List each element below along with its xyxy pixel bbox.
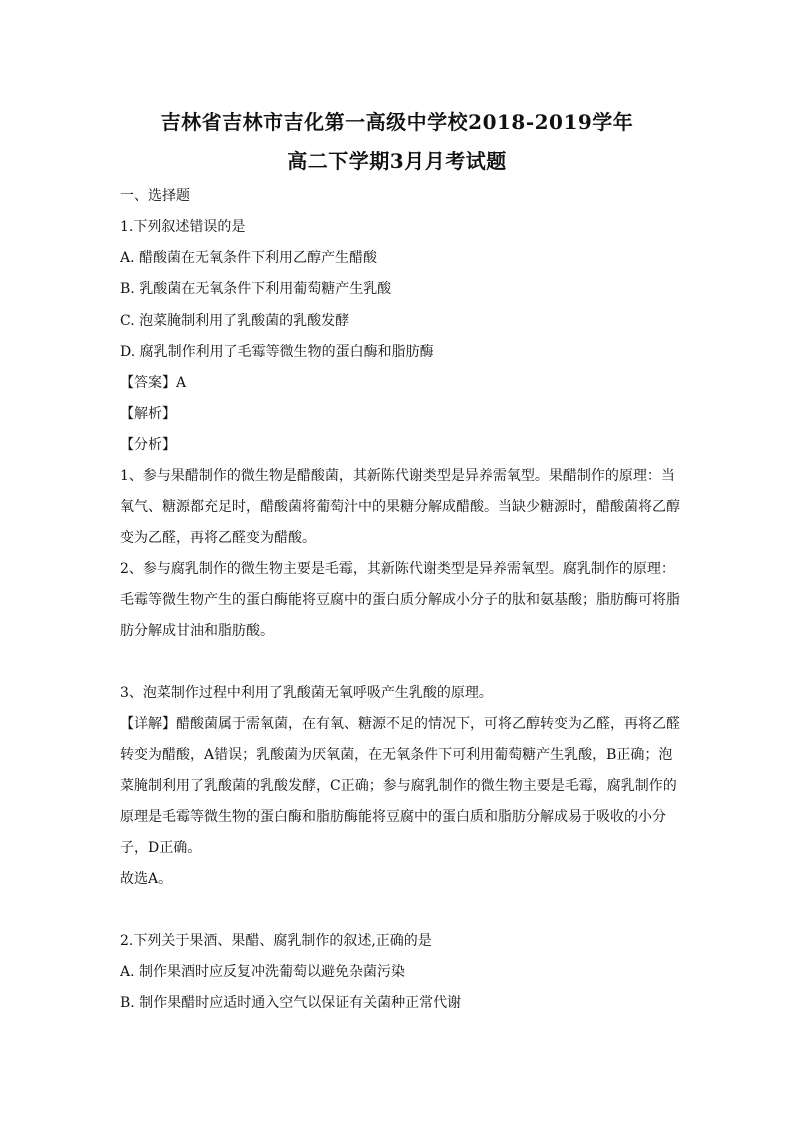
- question-1-option-c: C. 泡菜腌制利用了乳酸菌的乳酸发酵: [120, 313, 350, 329]
- question-2-option-a: A. 制作果酒时应反复冲洗葡萄以避免杂菌污染: [120, 964, 406, 980]
- analysis-line: 2、参与腐乳制作的微生物主要是毛霉，其新陈代谢类型是异养需氧型。腐乳制作的原理：: [120, 561, 675, 577]
- question-2-stem: 2.下列关于果酒、果醋、腐乳制作的叙述,正确的是: [120, 933, 432, 949]
- question-1-fenxi-label: 【分析】: [120, 437, 176, 453]
- detail-label: 【详解】: [120, 716, 176, 732]
- question-1-jiexi-label: 【解析】: [120, 406, 176, 422]
- detail-line: 转变为醋酸，A错误；乳酸菌为厌氧菌，在无氧条件下可利用葡萄糖产生乳酸，B正确；泡: [120, 747, 673, 763]
- question-2-option-b: B. 制作果醋时应适时通入空气以保证有关菌种正常代谢: [120, 995, 462, 1011]
- analysis-line: 3、泡菜制作过程中利用了乳酸菌无氧呼吸产生乳酸的原理。: [120, 685, 493, 701]
- detail-text: 醋酸菌属于需氧菌，在有氧、糖源不足的情况下，可将乙醇转变为乙醛，再将乙醛: [176, 716, 680, 732]
- analysis-line: 肪分解成甘油和脂肪酸。: [120, 623, 274, 639]
- question-1-answer: 【答案】A: [120, 375, 187, 391]
- question-1-stem: 1.下列叙述错误的是: [120, 219, 246, 235]
- question-1-option-b: B. 乳酸菌在无氧条件下利用葡萄糖产生乳酸: [120, 281, 392, 297]
- analysis-line: 变为乙醛，再将乙醛变为醋酸。: [120, 530, 316, 546]
- document-title-line2: 高二下学期3月月考试题: [287, 149, 507, 173]
- detail-line: 菜腌制利用了乳酸菌的乳酸发酵，C正确；参与腐乳制作的微生物主要是毛霉，腐乳制作的: [120, 778, 677, 794]
- question-1-option-a: A. 醋酸菌在无氧条件下利用乙醇产生醋酸: [120, 250, 378, 266]
- question-1-conclusion: 故选A。: [120, 871, 173, 887]
- analysis-line: 氧气、糖源都充足时，醋酸菌将葡萄汁中的果糖分解成醋酸。当缺少糖源时，醋酸菌将乙醇: [120, 499, 680, 515]
- detail-line: 子，D正确。: [120, 840, 202, 856]
- analysis-line: 毛霉等微生物产生的蛋白酶能将豆腐中的蛋白质分解成小分子的肽和氨基酸；脂肪酶可将脂: [120, 592, 680, 608]
- section-heading: 一、选择题: [120, 188, 190, 204]
- question-1-option-d: D. 腐乳制作利用了毛霉等微生物的蛋白酶和脂肪酶: [120, 344, 434, 360]
- detail-line: [120, 714, 680, 734]
- detail-line: 原理是毛霉等微生物的蛋白酶和脂肪酶能将豆腐中的蛋白质和脂肪分解成易于吸收的小分: [120, 809, 666, 825]
- document-title-line1: 吉林省吉林市吉化第一高级中学校2018-2019学年: [160, 110, 634, 134]
- analysis-line: 1、参与果醋制作的微生物是醋酸菌，其新陈代谢类型是异养需氧型。果醋制作的原理：当: [120, 468, 675, 484]
